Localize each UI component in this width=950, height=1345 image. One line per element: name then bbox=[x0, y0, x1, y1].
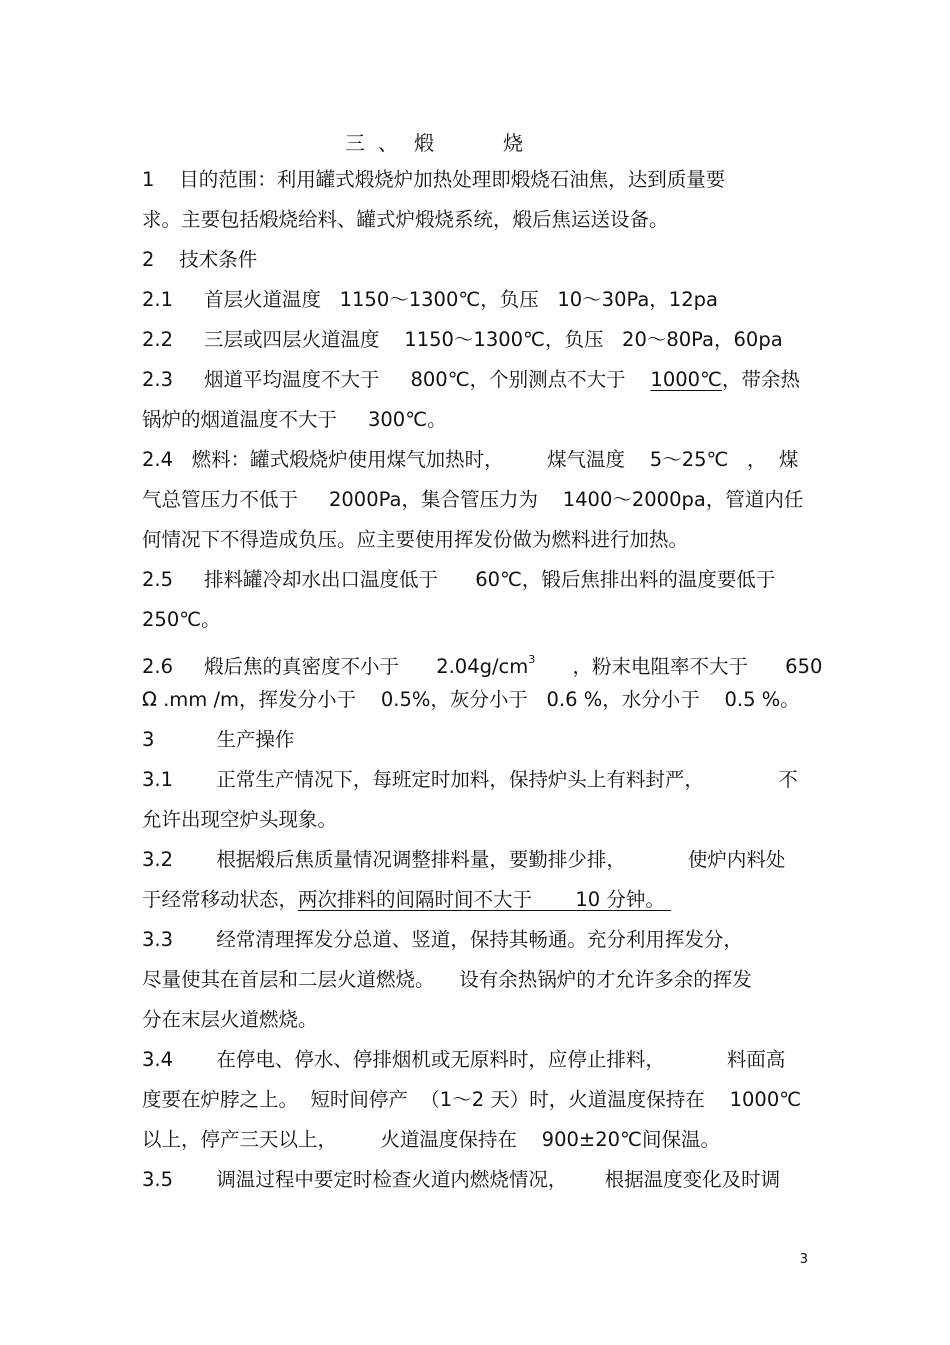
line-9: 气总管压力不低于 2000Pa，集合管压力为 1400～2000pa，管道内任 bbox=[142, 488, 804, 511]
line-15: 3 生产操作 bbox=[142, 728, 295, 751]
page-number: 3 bbox=[799, 1252, 808, 1267]
superscript-3: 3 bbox=[528, 653, 536, 666]
line-16: 3.1 正常生产情况下，每班定时加料，保持炉头上有料封严， 不 bbox=[142, 768, 798, 791]
line-6-c: ，带余热 bbox=[721, 368, 800, 391]
line-10: 何情况下不得造成负压。应主要使用挥发份做为燃料进行加热。 bbox=[142, 528, 689, 551]
line-19-underlined: 两次排料的间隔时间不大于 10 分钟。 bbox=[298, 888, 672, 911]
line-14: Ω .mm /m，挥发分小于 0.5%，灰分小于 0.6 %，水分小于 0.5 %。 bbox=[142, 688, 800, 711]
line-8: 2.4 燃料：罐式煅烧炉使用煤气加热时， 煤气温度 5～25℃ ， 煤 bbox=[142, 448, 799, 471]
line-13-a: 2.6 煅后焦的真密度不小于 2.04g/cm bbox=[142, 655, 529, 678]
line-26: 3.5 调温过程中要定时检查火道内燃烧情况， 根据温度变化及时调 bbox=[142, 1168, 781, 1191]
line-1: 1 目的范围：利用罐式煅烧炉加热处理即煅烧石油焦，达到质量要 bbox=[142, 168, 726, 191]
line-17: 允许出现空炉头现象。 bbox=[142, 808, 338, 831]
line-20: 3.3 经常清理挥发分总道、竖道，保持其畅通。充分利用挥发分， bbox=[142, 928, 743, 951]
line-24: 度要在炉脖之上。 短时间停产 （1～2 天）时，火道温度保持在 1000℃ bbox=[142, 1088, 802, 1111]
line-4: 2.1 首层火道温度 1150～1300℃，负压 10～30Pa，12pa bbox=[142, 288, 718, 311]
line-19-a: 于经常移动状态， bbox=[142, 888, 299, 911]
title-char-4: 烧 bbox=[503, 131, 523, 155]
line-21: 尽量使其在首层和二层火道燃烧。 设有余热锅炉的才允许多余的挥发 bbox=[142, 968, 752, 991]
line-19 bbox=[142, 886, 671, 914]
line-11: 2.5 排料罐冷却水出口温度低于 60℃，锻后焦排出料的温度要低于 bbox=[142, 568, 776, 591]
title-char-2: 、 bbox=[378, 131, 398, 155]
line-3: 2 技术条件 bbox=[142, 248, 258, 271]
line-5: 2.2 三层或四层火道温度 1150～1300℃，负压 20～80Pa，60pa bbox=[142, 328, 783, 351]
line-23: 3.4 在停电、停水、停排烟机或无原料时，应停止排料， 料面高 bbox=[142, 1048, 786, 1071]
line-2: 求。主要包括煅烧给料、罐式炉煅烧系统，煅后焦运送设备。 bbox=[142, 208, 669, 231]
line-22: 分在末层火道燃烧。 bbox=[142, 1008, 318, 1031]
line-12: 250℃。 bbox=[142, 608, 221, 631]
line-7: 锅炉的烟道温度不大于 300℃。 bbox=[142, 408, 447, 431]
line-6-underlined: 1000℃ bbox=[650, 368, 722, 391]
line-18: 3.2 根据煅后焦质量情况调整排料量，要勤排少排， 使炉内料处 bbox=[142, 848, 786, 871]
line-13 bbox=[142, 646, 822, 681]
line-25: 以上，停产三天以上， 火道温度保持在 900±20℃间保温。 bbox=[142, 1128, 720, 1151]
title-char-1: 三 bbox=[345, 131, 365, 155]
line-13-b: ，粉末电阻率不大于 650 bbox=[535, 655, 823, 678]
title-char-3: 煅 bbox=[414, 131, 434, 155]
line-6 bbox=[142, 366, 800, 394]
line-6-a: 2.3 烟道平均温度不大于 800℃，个别测点不大于 bbox=[142, 368, 651, 391]
